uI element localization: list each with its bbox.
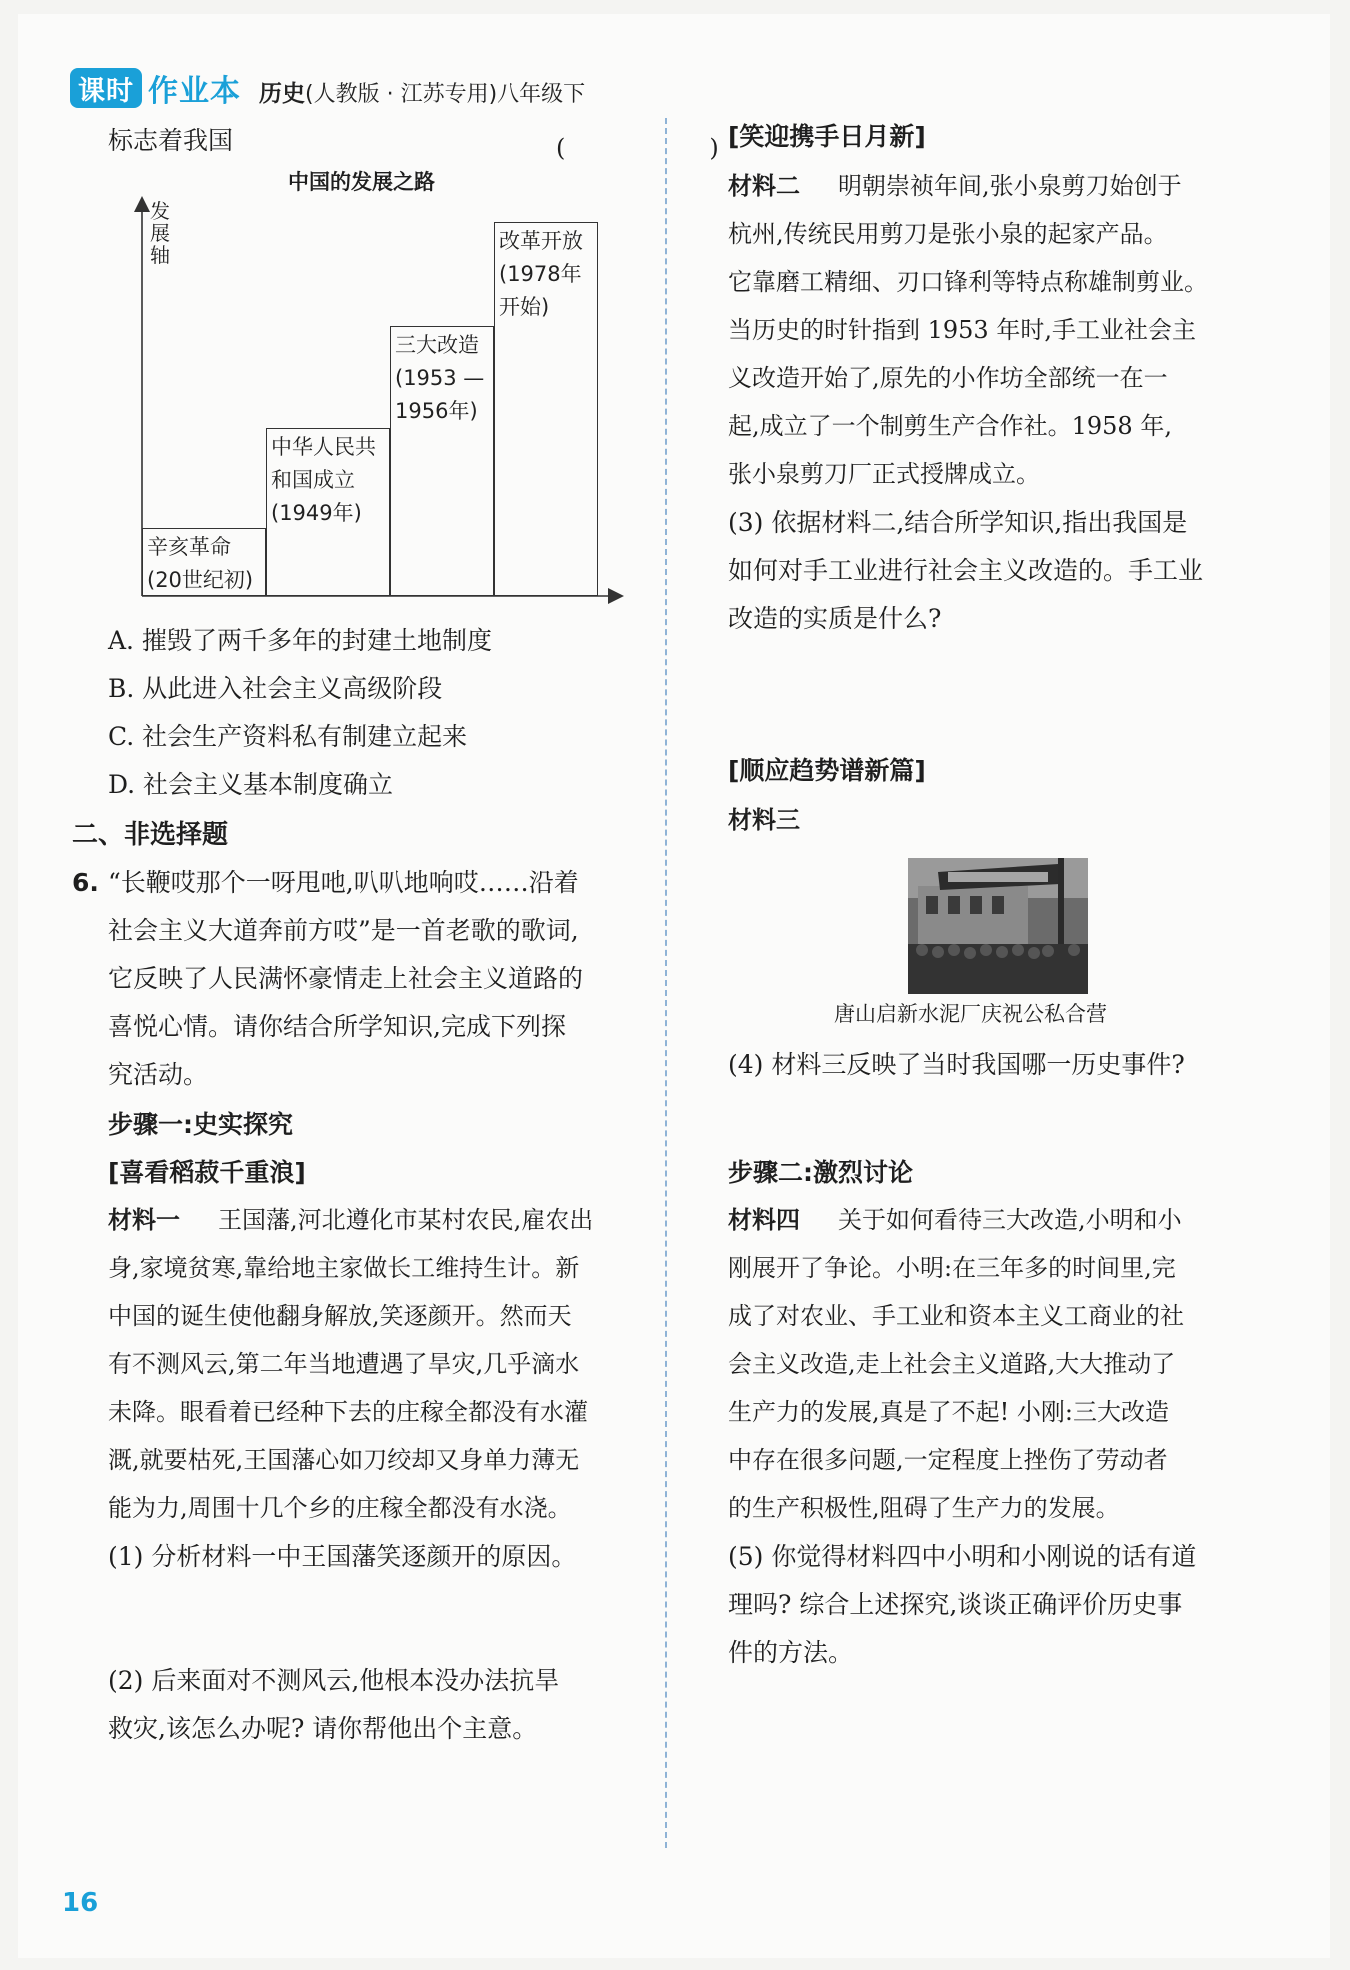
question-tail: 标志着我国 bbox=[108, 126, 234, 155]
question-6-line: 社会主义大道奔前方哎”是一首老歌的歌词, bbox=[108, 916, 579, 945]
material-4-line: 会主义改造,走上社会主义道路,大大推动了 bbox=[728, 1350, 1176, 1378]
section-heading: 二、非选择题 bbox=[72, 820, 229, 850]
material-1-line: 能为力,周围十几个乡的庄稼全都没有水浇。 bbox=[108, 1494, 572, 1522]
question-4: (4) 材料三反映了当时我国哪一历史事件? bbox=[728, 1050, 1185, 1079]
material-2-line: 义改造开始了,原先的小作坊全部统一在一 bbox=[728, 364, 1168, 392]
material-1-line: 有不测风云,第二年当地遭遇了旱灾,几乎滴水 bbox=[108, 1350, 580, 1378]
material-1-line: 中国的诞生使他翻身解放,笑逐颜开。然而天 bbox=[108, 1302, 572, 1330]
material-4-line: 关于如何看待三大改造,小明和小 bbox=[838, 1206, 1182, 1234]
brand-name: 作业本 bbox=[148, 74, 241, 109]
step-line: (1978年 bbox=[499, 262, 582, 286]
question-6-line: 喜悦心情。请你结合所学知识,完成下列探 bbox=[108, 1012, 566, 1041]
subject-label bbox=[259, 75, 585, 108]
material-2-line: 明朝崇祯年间,张小泉剪刀始创于 bbox=[838, 172, 1182, 200]
material-4-line: 生产力的发展,真是了不起! 小刚:三大改造 bbox=[728, 1398, 1169, 1426]
subheading-1: [喜看稻菽千重浪] bbox=[108, 1158, 306, 1187]
step-line: (1953 — bbox=[395, 366, 485, 390]
question-5-line: (5) 你觉得材料四中小明和小刚说的话有道 bbox=[728, 1542, 1197, 1571]
question-6-number: 6. bbox=[72, 868, 99, 897]
option-c: C. 社会生产资料私有制建立起来 bbox=[108, 722, 468, 751]
material-1-line: 未降。眼看着已经种下去的庄稼全都没有水灌 bbox=[108, 1398, 588, 1426]
material-2-line: 当历史的时针指到 1953 年时,手工业社会主 bbox=[728, 316, 1196, 344]
material-4-line: 的生产积极性,阻碍了生产力的发展。 bbox=[728, 1494, 1120, 1522]
question-6-line: 它反映了人民满怀豪情走上社会主义道路的 bbox=[108, 964, 584, 993]
material-1-line: 王国藩,河北遵化市某村农民,雇农出 bbox=[218, 1206, 594, 1234]
material-1-line: 溉,就要枯死,王国藩心如刀绞却又身单力薄无 bbox=[108, 1446, 580, 1474]
step-three-transformations bbox=[390, 326, 494, 596]
step-xinhai-revolution bbox=[142, 528, 266, 596]
material-1-label: 材料一 bbox=[108, 1206, 180, 1234]
subject-name: 历史 bbox=[259, 80, 305, 107]
step-reform-opening bbox=[494, 222, 598, 596]
step-line: 和国成立 bbox=[271, 468, 355, 492]
step-line: 1956年) bbox=[395, 399, 478, 423]
question-5-line: 理吗? 综合上述探究,谈谈正确评价历史事 bbox=[728, 1590, 1183, 1619]
page-number: 16 bbox=[62, 1888, 99, 1918]
material-4-label: 材料四 bbox=[728, 1206, 800, 1234]
column-divider bbox=[665, 118, 667, 1848]
step-line: 开始) bbox=[499, 295, 550, 319]
question-6-line: 究活动。 bbox=[108, 1060, 209, 1089]
material-2-label: 材料二 bbox=[728, 172, 800, 200]
material-2-line: 它靠磨工精细、刃口锋利等特点称雄制剪业。 bbox=[728, 268, 1208, 296]
material-1-line: 身,家境贫寒,靠给地主家做长工维持生计。新 bbox=[108, 1254, 580, 1282]
answer-paren: ( ) bbox=[556, 134, 751, 162]
edition-label: (人教版 · 江苏专用)八年级下 bbox=[305, 81, 586, 107]
step-line: 改革开放 bbox=[499, 229, 583, 253]
subheading-3: [顺应趋势谱新篇] bbox=[728, 756, 926, 785]
chart-title: 中国的发展之路 bbox=[288, 170, 435, 194]
question-5-line: 件的方法。 bbox=[728, 1638, 854, 1667]
historical-photo bbox=[908, 858, 1088, 994]
option-d: D. 社会主义基本制度确立 bbox=[108, 770, 394, 799]
material-4-line: 刚展开了争论。小明:在三年多的时间里,完 bbox=[728, 1254, 1176, 1282]
material-4-line: 成了对农业、手工业和资本主义工商业的社 bbox=[728, 1302, 1184, 1330]
material-2-line: 起,成立了一个制剪生产合作社。1958 年, bbox=[728, 412, 1172, 440]
question-6-line: “长鞭哎那个一呀甩吔,叭叭地响哎……沿着 bbox=[108, 868, 579, 897]
question-2-line: 救灾,该怎么办呢? 请你帮他出个主意。 bbox=[108, 1714, 538, 1743]
y-axis-label-char: 展 bbox=[150, 221, 170, 245]
photo-caption: 唐山启新水泥厂庆祝公私合营 bbox=[834, 1002, 1107, 1026]
step-prc-founded bbox=[266, 428, 390, 596]
step-line: 辛亥革命 bbox=[147, 535, 231, 559]
question-3-line: 如何对手工业进行社会主义改造的。手工业 bbox=[728, 556, 1204, 585]
logo-badge: 课时 bbox=[70, 68, 142, 108]
question-2-line: (2) 后来面对不测风云,他根本没办法抗旱 bbox=[108, 1666, 560, 1695]
step-line: (1949年) bbox=[271, 501, 362, 525]
step-line: 中华人民共 bbox=[271, 435, 376, 459]
development-chart bbox=[108, 160, 628, 620]
step-line: 三大改造 bbox=[395, 333, 479, 357]
option-b: B. 从此进入社会主义高级阶段 bbox=[108, 674, 443, 703]
material-3-label: 材料三 bbox=[728, 806, 800, 834]
y-axis-label-char: 轴 bbox=[150, 243, 170, 267]
material-4-line: 中存在很多问题,一定程度上挫伤了劳动者 bbox=[728, 1446, 1168, 1474]
header bbox=[70, 68, 585, 108]
option-a: A. 摧毁了两千多年的封建土地制度 bbox=[108, 626, 492, 655]
question-1: (1) 分析材料一中王国藩笑逐颜开的原因。 bbox=[108, 1542, 577, 1571]
material-2-line: 杭州,传统民用剪刀是张小泉的起家产品。 bbox=[728, 220, 1168, 248]
subheading-2: [笑迎携手日月新] bbox=[728, 122, 926, 151]
photo-illustration bbox=[908, 858, 1088, 994]
y-axis-label bbox=[150, 200, 170, 266]
step-1-heading: 步骤一:史实探究 bbox=[108, 1110, 293, 1139]
step-line: (20世纪初) bbox=[147, 568, 254, 592]
question-3-line: 改造的实质是什么? bbox=[728, 604, 942, 633]
step-2-heading: 步骤二:激烈讨论 bbox=[728, 1158, 913, 1187]
y-axis-label-char: 发 bbox=[150, 199, 170, 223]
question-3-line: (3) 依据材料二,结合所学知识,指出我国是 bbox=[728, 508, 1188, 537]
material-2-line: 张小泉剪刀厂正式授牌成立。 bbox=[728, 460, 1040, 488]
